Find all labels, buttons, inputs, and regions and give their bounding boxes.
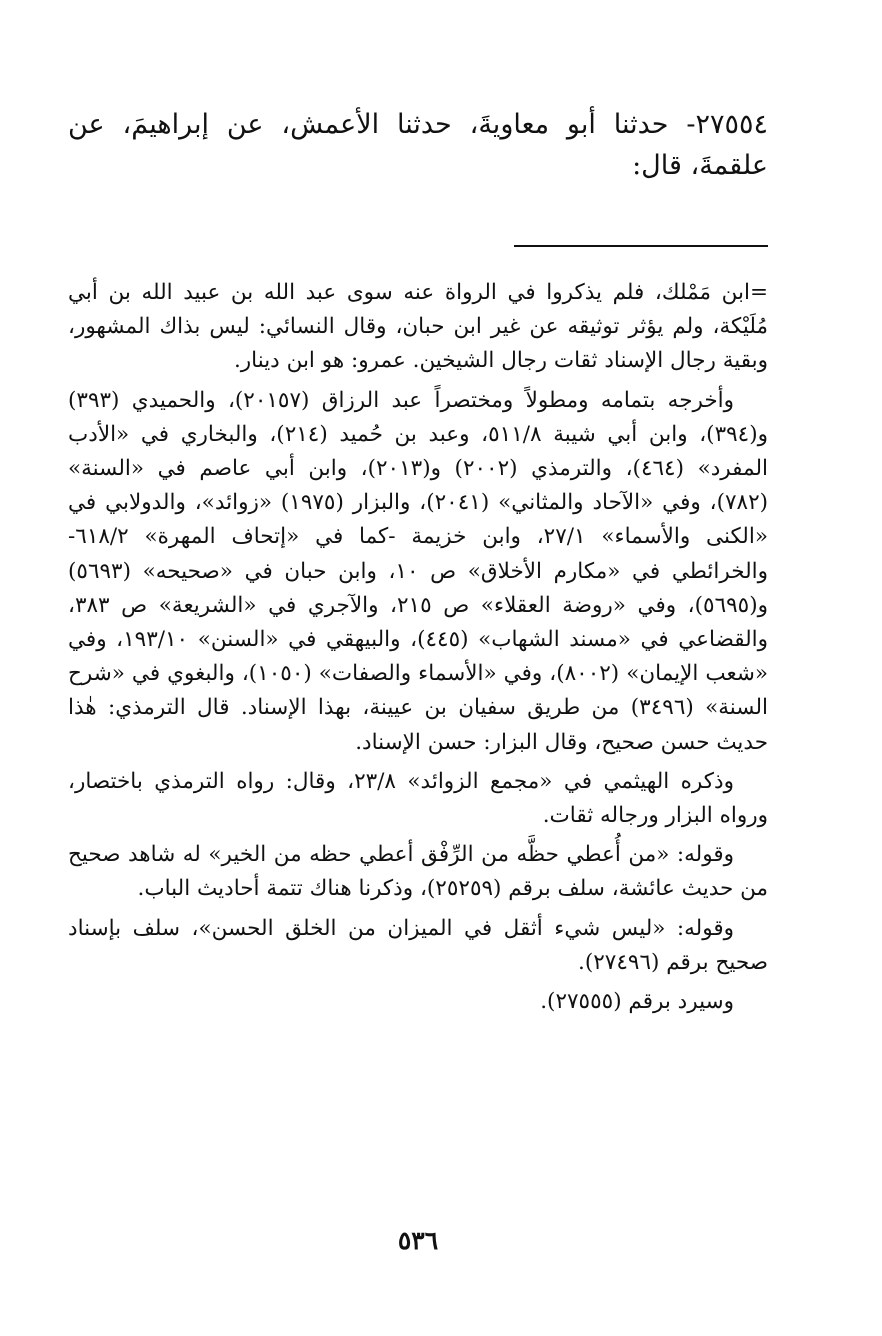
hadith-text: ٢٧٥٥٤- حدثنا أبو معاويةَ، حدثنا الأعمش، عن إبراهيمَ، عن علقمةَ، قال: (68, 109, 768, 181)
page-number: ٥٣٦ (397, 1226, 439, 1255)
footnote-rifq-witness: وقوله: «من أُعطي حظَّه من الرِّفْق أعطي حظه من الخير» له شاهد صحيح من حديث عائشة، سلف برقم (٢٥٢٥٩)، وذكرنا هناك تتمة أحاديث الباب. (68, 842, 768, 902)
footnote-next-ref: وسيرد برقم (٢٧٥٥٥). (540, 989, 734, 1015)
footnote-divider (514, 245, 768, 247)
footnote-continuation: =ابن مَمْلك، فلم يذكروا في الرواة عنه سوى عبد الله بن عبيد الله بن أبي مُلَيْكة، ولم يؤثر توثيقه عن غير ابن حبان، وقال النسائي: ليس بذاك المشهور، وبقية رجال الإسناد ثقات رجال الشيخين. عمرو: هو ابن دينار. (68, 280, 768, 374)
book-page (68, 0, 768, 1336)
footnote-haythami: وذكره الهيثمي في «مجمع الزوائد» ٢٣/٨، وقال: رواه الترمذي باختصار، ورواه البزار ورجاله ثقات. (68, 768, 768, 829)
footnote-mizan: وقوله: «ليس شيء أثقل في الميزان من الخلق الحسن»، سلف بإسناد صحيح برقم (٢٧٤٩٦). (68, 915, 768, 975)
footnote-takhrij: وأخرجه بتمامه ومطولاً ومختصراً عبد الرزاق (٢٠١٥٧)، والحميدي (٣٩٣) و(٣٩٤)، وابن أبي شيبة ٥١١/٨، وعبد بن حُميد (٢١٤)، والبخاري في «الأدب المفرد» (٤٦٤)، والترمذي (٢٠٠٢) و(٢٠١٣)، وابن أبي عاصم في «السنة» (٧٨٢)، وفي «الآحاد والمثاني» (٢٠٤١)، والبزار (١٩٧٥) «زوائد»، والدولابي في «الكنى والأسماء» ٢٧/١، وابن خزيمة -كما في «إتحاف المهرة» ٦١٨/٢- والخرائطي في «مكارم الأخلاق» ص ١٠، وابن حبان في «صحيحه» (٥٦٩٣) و(٥٦٩٥)، وفي «روضة العقلاء» ص ٢١٥، والآجري في «الشريعة» ص ٣٨٣، والقضاعي في «مسند الشهاب» (٤٤٥)، والبيهقي في «السنن» ١٩٣/١٠، وفي «شعب الإيمان» (٨٠٠٢)، وفي «الأسماء والصفات» (١٠٥٠)، والبغوي في «شرح السنة» (٣٤٩٦) من طريق سفيان بن عيينة، بهذا الإسناد. قال الترمذي: هٰذا حديث حسن صحيح، وقال البزار: حسن الإسناد. (68, 387, 769, 755)
footnotes-section (68, 276, 768, 1024)
